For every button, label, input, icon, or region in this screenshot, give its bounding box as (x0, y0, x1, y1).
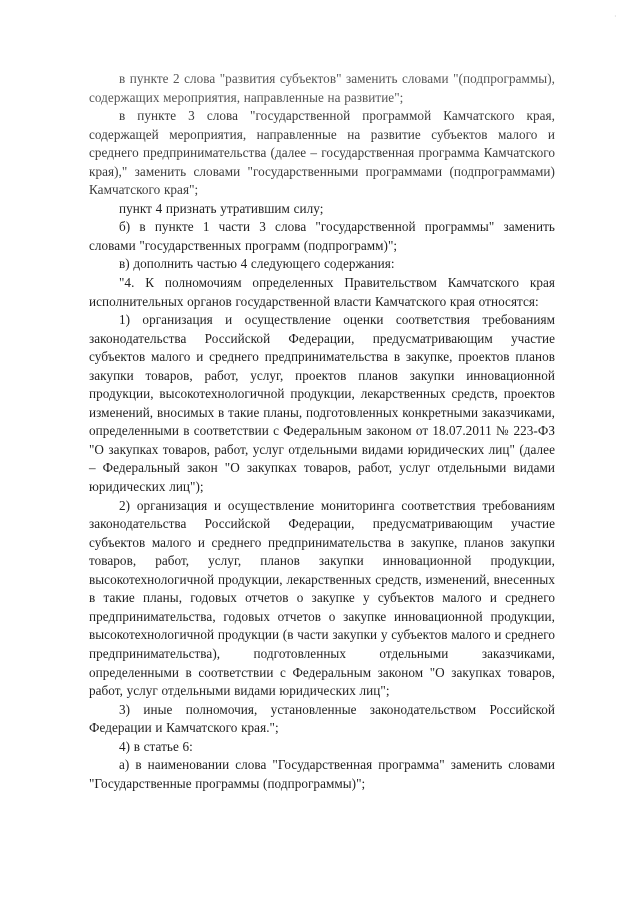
paragraph-4: б) в пункте 1 части 3 слова "государственной программы" заменить словами "государственных программ (подпрограмм)"; (89, 219, 555, 253)
paragraph-2: в пункте 3 слова "государственной программой Камчатского края, содержащей мероприятия, направленные на развитие субъектов малого и среднего предпринимательства (далее – государственная программа Камчатского края)," заменить словами "государственными программами (подпрограммами) Камчатского края"; (89, 108, 555, 198)
paragraph-8: 2) организация и осуществление мониторинга соответствия требованиям законодательства Российской Федерации, предусматривающим участие субъектов малого и среднего предпринимательства в закупке, планов закупки товаров, работ, услуг, планов закупки инновационной продукции, высокотехнологичной продукции, лекарственных средств, изменений, внесенных в такие планы, годовых отчетов о закупке у субъектов малого и среднего предпринимательства, годовых отчетов о закупке инновационной продукции, высокотехнологичной продукции (в части закупки у субъектов малого и среднего предпринимательства), подготовленных отдельными заказчиками, определенными в соответствии с Федеральным законом "О закупках товаров, работ, услуг отдельными видами юридических лиц"; (89, 497, 555, 699)
paragraph-10: 4) в статье 6: (119, 738, 193, 754)
paragraph-9: 3) иные полномочия, установленные законодательством Российской Федерации и Камчатского края."; (89, 701, 555, 736)
paragraph-7: 1) организация и осуществление оценки соответствия требованиям законодательства Российской Федерации, предусматривающим участие субъектов малого и среднего предпринимательства в закупке, проектов планов закупки товаров, работ, услуг, проектов планов закупки инновационной продукции, высокотехнологичной продукции, лекарственных средств, проектов изменений, вносимых в такие планы, подготовленных конкретными заказчиками, определенными в соответствии с Федеральным законом от 18.07.2011 № 223-ФЗ "О закупках товаров, работ, услуг отдельными видами юридических лиц" (далее – Федеральный закон "О закупках товаров, работ, услуг отдельными видами юридических лиц"); (89, 312, 555, 495)
paragraph-1: в пункте 2 слова "развития субъектов" заменить словами "(подпрограммы), содержащих мероприятия, направленные на развитие"; (89, 71, 555, 105)
scan-speck: · (614, 12, 617, 21)
document-body (89, 70, 555, 793)
paragraph-6: "4. К полномочиям определенных Правительством Камчатского края исполнительных органов государственной власти Камчатского края относятся: (89, 275, 555, 309)
paragraph-3: пункт 4 признать утратившим силу; (119, 200, 324, 216)
paragraph-5: в) дополнить частью 4 следующего содержания: (119, 256, 395, 272)
paragraph-11: а) в наименовании слова "Государственная программа" заменить словами "Государственные программы (подпрограммы)"; (89, 757, 555, 791)
